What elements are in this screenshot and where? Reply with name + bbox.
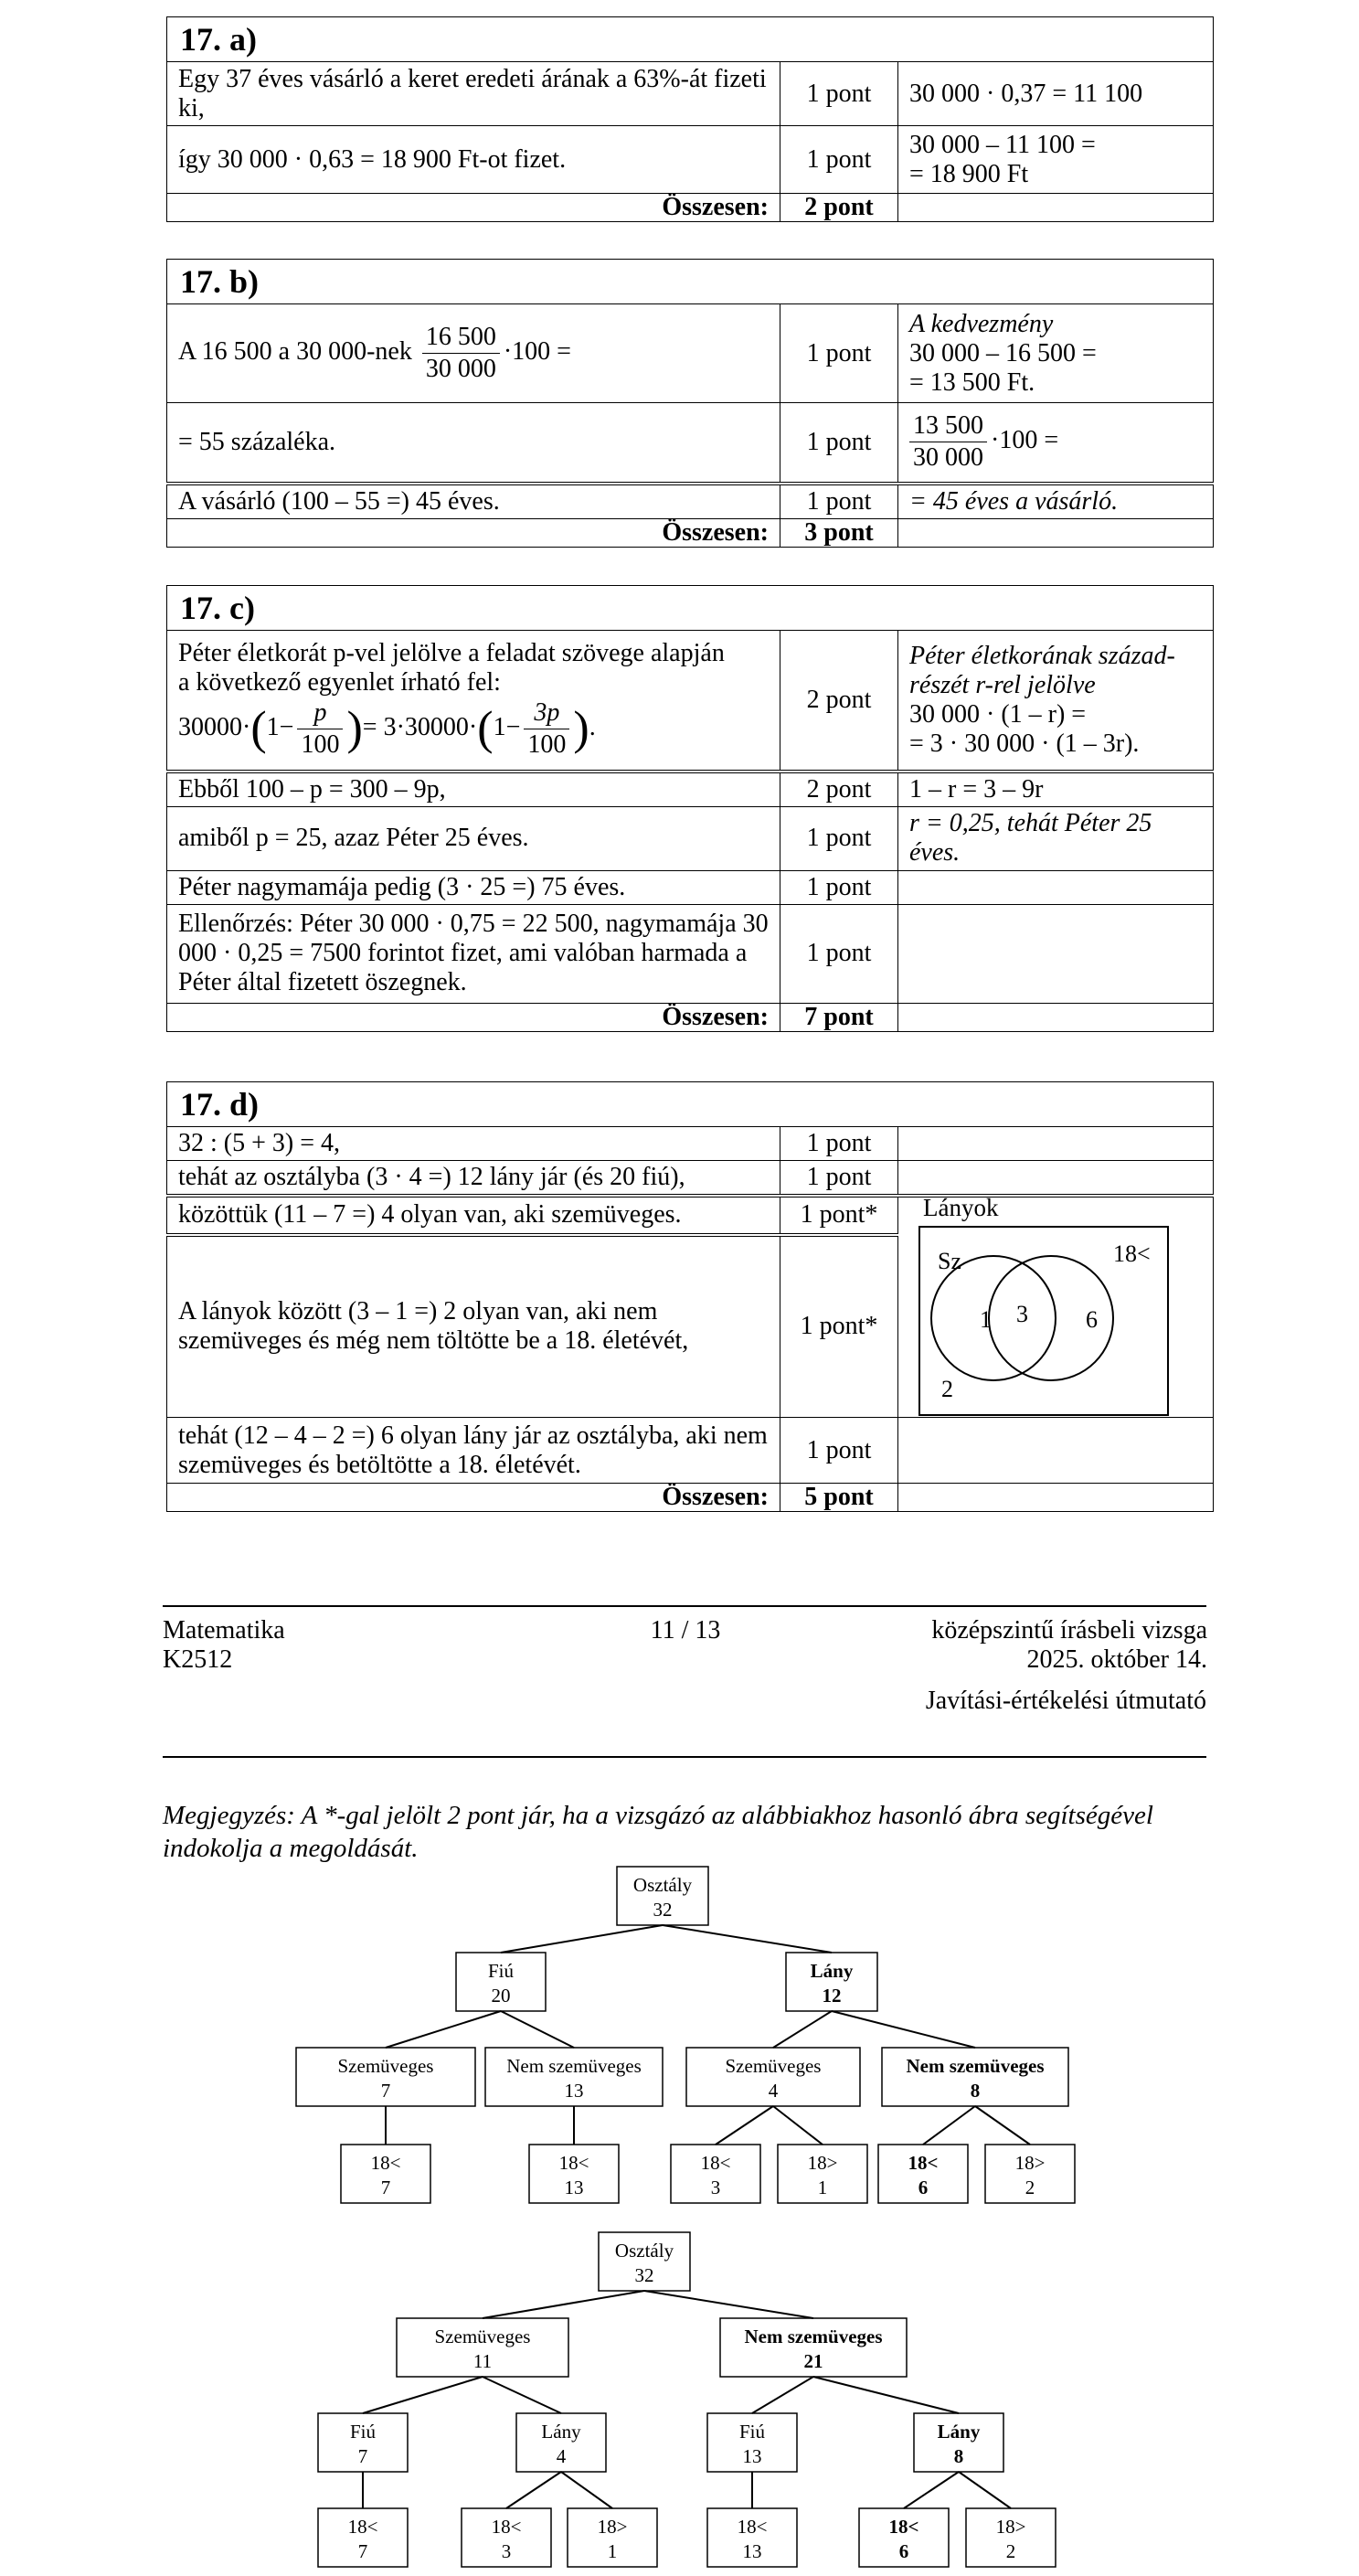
tree-node-value: 7 <box>357 2444 368 2467</box>
text-prefix: A 16 500 a 30 000-nek <box>178 336 412 366</box>
eq-part: 1− <box>266 713 294 742</box>
eq-part: 30000· <box>178 713 251 742</box>
tree-level2-node <box>296 2048 475 2106</box>
points: 1 pont <box>780 870 898 904</box>
text-line: Péter életkorát p-vel jelölve a feladat szövege alapján <box>178 639 725 668</box>
points: 1 pont <box>780 904 898 1003</box>
tree-node-value: 13 <box>564 2176 584 2198</box>
tree-node-label: 18> <box>597 2515 628 2538</box>
paren-close: ) <box>346 702 363 755</box>
tree-node-value: 32 <box>653 1898 673 1921</box>
tree-root <box>599 2232 690 2291</box>
tree-edge <box>923 2106 975 2145</box>
denominator: 30 000 <box>425 355 496 383</box>
paren-close: ) <box>573 702 589 755</box>
venn-value-both: 3 <box>1016 1301 1028 1327</box>
solution-text: A vásárló (100 – 55 =) 45 éves. <box>167 484 780 519</box>
denominator: 30 000 <box>913 443 983 473</box>
tree-level3-node <box>318 2508 408 2567</box>
tree-level3-node <box>341 2145 430 2203</box>
tree-node-value: 2 <box>1025 2176 1035 2198</box>
tree-level2-node <box>318 2413 408 2472</box>
alt-line: 30 000 – 16 500 = <box>909 338 1097 367</box>
tree-node-value: 13 <box>742 2444 762 2467</box>
table-17b <box>166 259 1214 548</box>
tree-node-label: Szemüveges <box>434 2325 531 2347</box>
venn-title: Lányok <box>923 1194 999 1221</box>
cut-header-text: Javítási-értékelési útmutató <box>925 1687 1206 1715</box>
tree-node-label: Lány <box>937 2420 981 2443</box>
sum-points: 7 pont <box>780 1003 898 1031</box>
tree-node-value: 4 <box>556 2444 567 2467</box>
tree-edge <box>644 2291 813 2318</box>
tree-node-value: 20 <box>491 1984 511 2007</box>
sum-points: 2 pont <box>780 194 898 222</box>
alt-line: = 13 500 Ft. <box>909 367 1035 397</box>
equation <box>178 697 769 761</box>
tree-node-value: 8 <box>953 2444 964 2467</box>
solution-text: Péter nagymamája pedig (3 · 25 =) 75 éves. <box>167 870 780 904</box>
tree-level3-node <box>985 2145 1075 2203</box>
eq-part: = 3·30000· <box>362 713 478 742</box>
tree-level2-node <box>485 2048 663 2106</box>
tree-node-label: Osztály <box>614 2239 674 2262</box>
empty-cell <box>898 1003 1214 1031</box>
venn-set-a <box>931 1256 1056 1380</box>
table-17c <box>166 585 1214 1032</box>
solution-text: így 30 000 · 0,63 = 18 900 Ft-ot fizet. <box>167 126 780 194</box>
points: 1 pont <box>780 62 898 126</box>
tree-edge <box>561 2472 612 2508</box>
alt-solution <box>898 403 1214 484</box>
footer-date: 2025. október 14. <box>1026 1645 1207 1674</box>
numerator: p <box>297 697 343 729</box>
tree-node-label: Lány <box>810 1959 854 1982</box>
solution-text: = 55 százaléka. <box>167 403 780 484</box>
tree-node-label: 18< <box>370 2151 401 2174</box>
tree-diagram-1 <box>0 1865 1359 2212</box>
tree-level3-node <box>859 2508 949 2567</box>
page-number: 11 / 13 <box>650 1616 721 1645</box>
points: 1 pont <box>780 484 898 519</box>
tree-node-label: Szemüveges <box>725 2054 822 2077</box>
tree-node-label: 18> <box>1014 2151 1046 2174</box>
tree-root <box>617 1867 708 1925</box>
solution-text: Ellenőrzés: Péter 30 000 · 0,75 = 22 500, nagymamája 30 000 · 0,25 = 7500 forintot fizet, ami valóban harmada a Péter által fizetett öszegnek. <box>167 904 780 1003</box>
empty-cell <box>898 904 1214 1003</box>
tree-node-value: 7 <box>357 2539 368 2562</box>
venn-value-only-b: 6 <box>1086 1306 1098 1333</box>
tree-node-value: 1 <box>817 2176 828 2198</box>
tree-edge <box>363 2377 483 2413</box>
tree-node-label: Szemüveges <box>337 2054 434 2077</box>
tree-node-label: 18> <box>995 2515 1026 2538</box>
next-page-header-clip <box>640 1687 1206 1716</box>
footer-left <box>163 1616 285 1675</box>
tree-node-label: 18< <box>491 2515 522 2538</box>
tree-level2-node <box>882 2048 1068 2106</box>
alt-line: = 18 900 Ft <box>909 159 1029 188</box>
empty-cell <box>898 518 1214 547</box>
section-title: 17. c) <box>167 586 1214 631</box>
points: 1 pont <box>780 806 898 870</box>
paren-open: ( <box>477 702 494 755</box>
paren-open: ( <box>250 702 267 755</box>
tree-node-label: Fiú <box>738 2420 766 2443</box>
denominator: 100 <box>301 730 340 760</box>
tree-edge <box>975 2106 1030 2145</box>
tree-node-label: 18< <box>558 2151 589 2174</box>
section-title: 17. d) <box>167 1082 1214 1127</box>
tree-node-value: 2 <box>1005 2539 1016 2562</box>
alt-line: A kedvezmény <box>909 309 1054 338</box>
solution-text <box>167 304 780 403</box>
tree-edge <box>959 2472 1011 2508</box>
tree-diagram-2 <box>0 2230 1359 2576</box>
tree-node-value: 8 <box>970 2079 981 2102</box>
tree-edge <box>716 2106 773 2145</box>
empty-cell <box>898 1484 1214 1512</box>
tree-node-value: 32 <box>634 2263 654 2286</box>
sum-label: Összesen: <box>167 518 780 547</box>
venn-value-outside: 2 <box>941 1376 953 1402</box>
alt-solution: r = 0,25, tehát Péter 25 éves. <box>898 806 1214 870</box>
footer-code: K2512 <box>163 1645 233 1674</box>
tree-node-label: 18< <box>888 2515 919 2538</box>
alt-line: 30 000 · (1 – r) = <box>909 699 1087 729</box>
tree-level1-node <box>786 1953 877 2011</box>
tree-node-value: 21 <box>803 2349 823 2372</box>
alt-line: = 3 · 30 000 · (1 – 3r). <box>909 729 1140 758</box>
section-title: 17. a) <box>167 17 1214 62</box>
tree-level3-node <box>529 2145 619 2203</box>
alt-line: Péter életkorának század- <box>909 641 1175 670</box>
tree-node-label: 18< <box>908 2151 939 2174</box>
footer-subject: Matematika <box>163 1616 285 1645</box>
points: 1 pont* <box>780 1235 898 1418</box>
points: 1 pont <box>780 1127 898 1161</box>
sum-points: 5 pont <box>780 1484 898 1512</box>
solution-text: tehát az osztályba (3 · 4 =) 12 lány jár (és 20 fiú), <box>167 1161 780 1197</box>
tree-level2-node <box>686 2048 860 2106</box>
tree-node-value: 7 <box>380 2079 391 2102</box>
alt-solution: = 45 éves a vásárló. <box>898 484 1214 519</box>
numerator: 16 500 <box>422 322 500 354</box>
tree-edge <box>483 2291 644 2318</box>
tree-node-label: 18> <box>807 2151 838 2174</box>
alt-line: 30 000 – 11 100 = <box>909 130 1096 159</box>
venn-diagram <box>907 1190 1181 1419</box>
solution-text: amiből p = 25, azaz Péter 25 éves. <box>167 806 780 870</box>
sum-points: 3 pont <box>780 518 898 547</box>
numerator: 3p <box>524 697 569 729</box>
footer-rule <box>163 1605 1206 1607</box>
tree-edge <box>501 1925 663 1953</box>
text-line: a következő egyenlet írható fel: <box>178 668 501 697</box>
empty-cell <box>898 194 1214 222</box>
tree-level3-node <box>707 2508 797 2567</box>
tree-level1-node <box>720 2318 907 2377</box>
alt-solution: 30 000 · 0,37 = 11 100 <box>898 62 1214 126</box>
tree-edge <box>663 1925 832 1953</box>
empty-cell <box>898 870 1214 904</box>
tree-node-value: 11 <box>472 2349 493 2372</box>
solution-text: 32 : (5 + 3) = 4, <box>167 1127 780 1161</box>
points: 1 pont <box>780 1161 898 1197</box>
fraction <box>524 697 569 761</box>
tree-edge <box>773 2011 832 2048</box>
header-rule <box>163 1756 1206 1758</box>
tree-level3-node <box>966 2508 1056 2567</box>
alt-solution <box>898 126 1214 194</box>
footer-right <box>931 1616 1207 1675</box>
tree-edge <box>773 2106 823 2145</box>
tree-edge <box>483 2377 561 2413</box>
points: 1 pont <box>780 1418 898 1484</box>
points: 2 pont <box>780 772 898 807</box>
tree-node-value: 7 <box>380 2176 391 2198</box>
points: 1 pont <box>780 304 898 403</box>
section-title: 17. b) <box>167 260 1214 304</box>
tree-edge <box>386 2011 501 2048</box>
tree-node-value: 4 <box>768 2079 779 2102</box>
venn-label-b: 18< <box>1113 1240 1151 1267</box>
sum-label: Összesen: <box>167 1484 780 1512</box>
footer-exam: középszintű írásbeli vizsga <box>931 1616 1207 1645</box>
tree-node-value: 13 <box>564 2079 584 2102</box>
note-text: Megjegyzés: A *-gal jelölt 2 pont jár, ha a vizsgázó az alábbiakhoz hasonló ábra segítségével indokolja a megoldását. <box>163 1801 1153 1863</box>
sum-label: Összesen: <box>167 1003 780 1031</box>
alt-solution: 1 – r = 3 – 9r <box>898 772 1214 807</box>
tree-level1-node <box>397 2318 568 2377</box>
tree-node-value: 6 <box>898 2539 909 2562</box>
tree-node-value: 3 <box>501 2539 512 2562</box>
eq-part: . <box>589 713 596 742</box>
eq-part: 1− <box>493 713 521 742</box>
tree-level2-node <box>516 2413 606 2472</box>
tree-level3-node <box>778 2145 867 2203</box>
sum-label: Összesen: <box>167 194 780 222</box>
numerator: 13 500 <box>909 410 987 442</box>
tree-edge <box>752 2377 813 2413</box>
solution-text: A lányok között (3 – 1 =) 2 olyan van, aki nem szemüveges és még nem töltötte be a 18. életévét, <box>167 1235 780 1418</box>
solution-text <box>167 631 780 772</box>
tree-node-value: 1 <box>607 2539 618 2562</box>
points: 1 pont* <box>780 1196 898 1235</box>
tree-level2-node <box>707 2413 797 2472</box>
points: 2 pont <box>780 631 898 772</box>
tree-node-label: Fiú <box>487 1959 515 1982</box>
tree-edge <box>904 2472 959 2508</box>
text-suffix: ·100 = <box>991 426 1059 455</box>
points: 1 pont <box>780 403 898 484</box>
alt-solution <box>898 304 1214 403</box>
venn-value-only-a: 1 <box>980 1306 992 1333</box>
tree-node-value: 12 <box>822 1984 842 2007</box>
alt-solution <box>898 631 1214 772</box>
empty-cell <box>898 1418 1214 1484</box>
tree-edge <box>813 2377 959 2413</box>
tree-node-label: Nem szemüveges <box>506 2054 642 2077</box>
fraction <box>909 410 987 474</box>
tree-node-label: Osztály <box>632 1873 693 1896</box>
tree-node-value: 3 <box>710 2176 721 2198</box>
tree-edge <box>501 2011 574 2048</box>
tree-node-value: 13 <box>742 2539 762 2562</box>
alt-line: részét r-rel jelölve <box>909 670 1096 699</box>
solution-text: közöttük (11 – 7 =) 4 olyan van, aki szemüveges. <box>167 1196 780 1235</box>
tree-level3-node <box>878 2145 968 2203</box>
solution-text: tehát (12 – 4 – 2 =) 6 olyan lány jár az osztályba, aki nem szemüveges és betöltötte a 18. életévét. <box>167 1418 780 1484</box>
tree-edge <box>506 2472 561 2508</box>
tree-node-label: Fiú <box>349 2420 377 2443</box>
fraction <box>422 322 500 385</box>
denominator: 100 <box>527 730 567 760</box>
tree-node-label: Nem szemüveges <box>906 2054 1045 2077</box>
tree-node-label: Lány <box>541 2420 581 2443</box>
venn-label-a: Sz <box>938 1248 961 1274</box>
tree-node-label: 18< <box>347 2515 378 2538</box>
tree-level3-node <box>568 2508 657 2567</box>
solution-text: Egy 37 éves vásárló a keret eredeti árának a 63%-át fizeti ki, <box>167 62 780 126</box>
points: 1 pont <box>780 126 898 194</box>
tree-node-label: 18< <box>737 2515 768 2538</box>
table-17a <box>166 16 1214 222</box>
tree-level2-node <box>914 2413 1003 2472</box>
solution-text: Ebből 100 – p = 300 – 9p, <box>167 772 780 807</box>
text-suffix: ·100 = <box>503 336 571 366</box>
tree-edge <box>832 2011 975 2048</box>
tree-level3-node <box>462 2508 551 2567</box>
tree-node-value: 6 <box>918 2176 929 2198</box>
tree-level1-node <box>456 1953 546 2011</box>
tree-level3-node <box>671 2145 760 2203</box>
tree-node-label: 18< <box>700 2151 731 2174</box>
fraction <box>297 697 343 761</box>
empty-cell <box>898 1127 1214 1161</box>
tree-node-label: Nem szemüveges <box>744 2325 883 2347</box>
